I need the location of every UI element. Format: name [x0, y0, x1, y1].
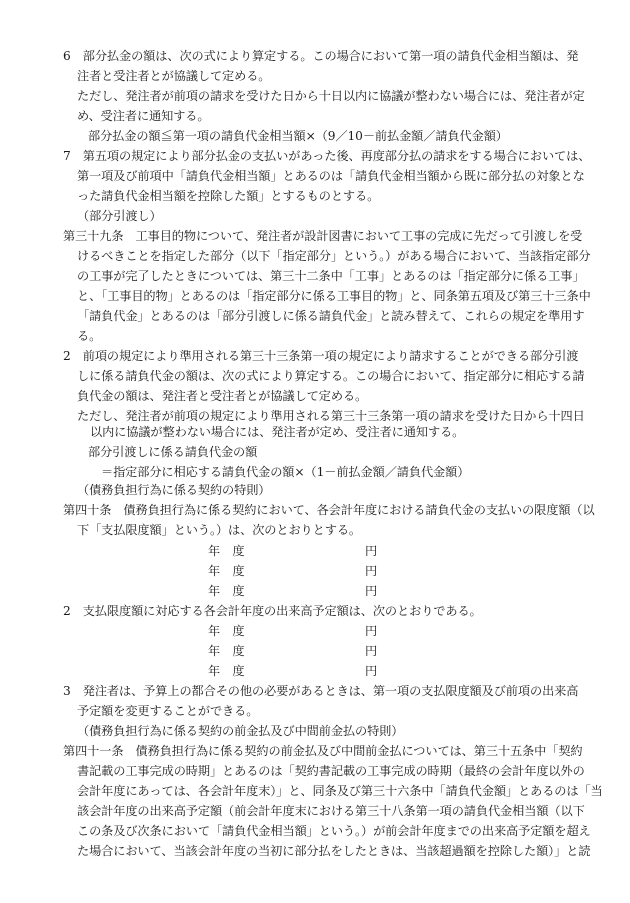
- para-6-proviso-line-2: め、受注者に通知する。: [77, 109, 210, 123]
- yen-label: 円: [365, 564, 378, 578]
- heading-partial-delivery: （部分引渡し）: [77, 209, 162, 223]
- article-40-line-1: 第四十条 債務負担行為に係る契約において、各会計年度における請負代金の支払いの限度額（以: [63, 503, 595, 517]
- article-39-para-2-line-1: 2 前項の規定により準用される第三十三条第一項の規定により請求することができる部分引渡: [63, 349, 579, 363]
- article-41-line-6: た場合において、当該会計年度の当初に部分払をしたときは、当該超過額を控除した額）」と読: [77, 844, 591, 858]
- article-41-line-1: 第四十一条 債務負担行為に係る契約の前金払及び中間前金払については、第三十五条中「契約: [63, 744, 583, 758]
- article-41-line-4: 該会計年度の出来高予定額（前会計年度末における第三十八条第一項の請負代金相当額（以下: [77, 804, 585, 818]
- formula-partial-delivery: ＝指定部分に相応する請負代金の額×（1－前払金額／請負代金額）: [101, 465, 470, 479]
- heading-debt-burden: （債務負担行為に係る契約の特則）: [77, 483, 271, 497]
- formula-partial-delivery-label: 部分引渡しに係る請負代金の額: [88, 445, 258, 459]
- para-7-line-1: 7 第五項の規定により部分払金の支払いがあった後、再度部分払の請求をする場合においては、: [63, 149, 591, 163]
- yen-label: 円: [365, 624, 378, 638]
- article-39-line-1: 第三十九条 工事目的物について、発注者が設計図書において工事の完成に先だって引渡しを受: [63, 229, 583, 243]
- year-label: 年 度: [208, 664, 245, 678]
- yen-label: 円: [365, 644, 378, 658]
- para-7-line-3: った請負代金相当額を控除した額」とするものとする。: [77, 189, 380, 203]
- article-39-line-2: けるべきことを指定した部分（以下「指定部分」という。）がある場合において、当該指定部分: [77, 249, 591, 263]
- yen-label: 円: [365, 544, 378, 558]
- article-40-para-2: 2 支払限度額に対応する各会計年度の出来高予定額は、次のとおりである。: [63, 604, 482, 618]
- article-39-para-2-line-2: しに係る請負代金の額は、次の式により算定する。この場合において、指定部分に相応する請: [77, 369, 585, 383]
- article-39-line-6: る。: [77, 329, 102, 343]
- year-label: 年 度: [208, 544, 245, 558]
- para-6-line-1: 6 部分払金の額は、次の式により算定する。この場合において第一項の請負代金相当額は、発: [63, 49, 579, 63]
- para-6-line-2: 注者と受注者とが協議して定める。: [77, 69, 271, 83]
- article-39-proviso-line-2: 以内に協議が整わない場合には、発注者が定め、受注者に通知する。: [90, 425, 465, 439]
- year-label: 年 度: [208, 564, 245, 578]
- article-39-line-4: と、「工事目的物」とあるのは「指定部分に係る工事目的物」と、同条第五項及び第三十三条中: [77, 289, 591, 303]
- article-39-line-5: 「請負代金」とあるのは「部分引渡しに係る請負代金」と読み替えて、これらの規定を準用す: [77, 309, 585, 323]
- article-40-para-3-line-2: 予定額を変更することができる。: [77, 704, 259, 718]
- para-7-line-2: 第一項及び前項中「請負代金相当額」とあるのは「請負代金相当額から既に部分払の対象とな: [77, 169, 585, 183]
- formula-partial-payment: 部分払金の額≦第一項の請負代金相当額×（9／10－前払金額／請負代金額）: [88, 129, 508, 143]
- para-6-proviso-line-1: ただし、発注者が前項の請求を受けた日から十日以内に協議が整わない場合には、発注者が定: [77, 89, 585, 103]
- year-label: 年 度: [208, 584, 245, 598]
- year-label: 年 度: [208, 644, 245, 658]
- article-41-line-3: 会計年度にあっては、各会計年度末）」と、同条及び第三十六条中「請負代金額」とあるのは「当: [77, 784, 603, 798]
- article-39-para-2-line-3: 負代金の額は、発注者と受注者とが協議して定める。: [77, 389, 368, 403]
- yen-label: 円: [365, 584, 378, 598]
- heading-advance-payment-special: （債務負担行為に係る契約の前金払及び中間前金払の特則）: [77, 724, 404, 738]
- article-40-para-3-line-1: 3 発注者は、予算上の都合その他の必要があるときは、第一項の支払限度額及び前項の出来高: [63, 684, 579, 698]
- article-41-line-2: 書記載の工事完成の時期」とあるのは「契約書記載の工事完成の時期（最終の会計年度以外の: [77, 764, 585, 778]
- article-40-line-2: 下「支払限度額」という。）は、次のとおりとする。: [77, 523, 361, 537]
- article-39-line-3: の工事が完了したときについては、第三十二条中「工事」とあるのは「指定部分に係る工事」: [77, 269, 585, 283]
- year-label: 年 度: [208, 624, 245, 638]
- article-39-proviso-line-1: ただし、発注者が前項の規定により準用される第三十三条第一項の請求を受けた日から十四日: [77, 409, 585, 423]
- yen-label: 円: [365, 664, 378, 678]
- article-41-line-5: この条及び次条において「請負代金相当額」という。）が前会計年度までの出来高予定額を超え: [77, 824, 591, 838]
